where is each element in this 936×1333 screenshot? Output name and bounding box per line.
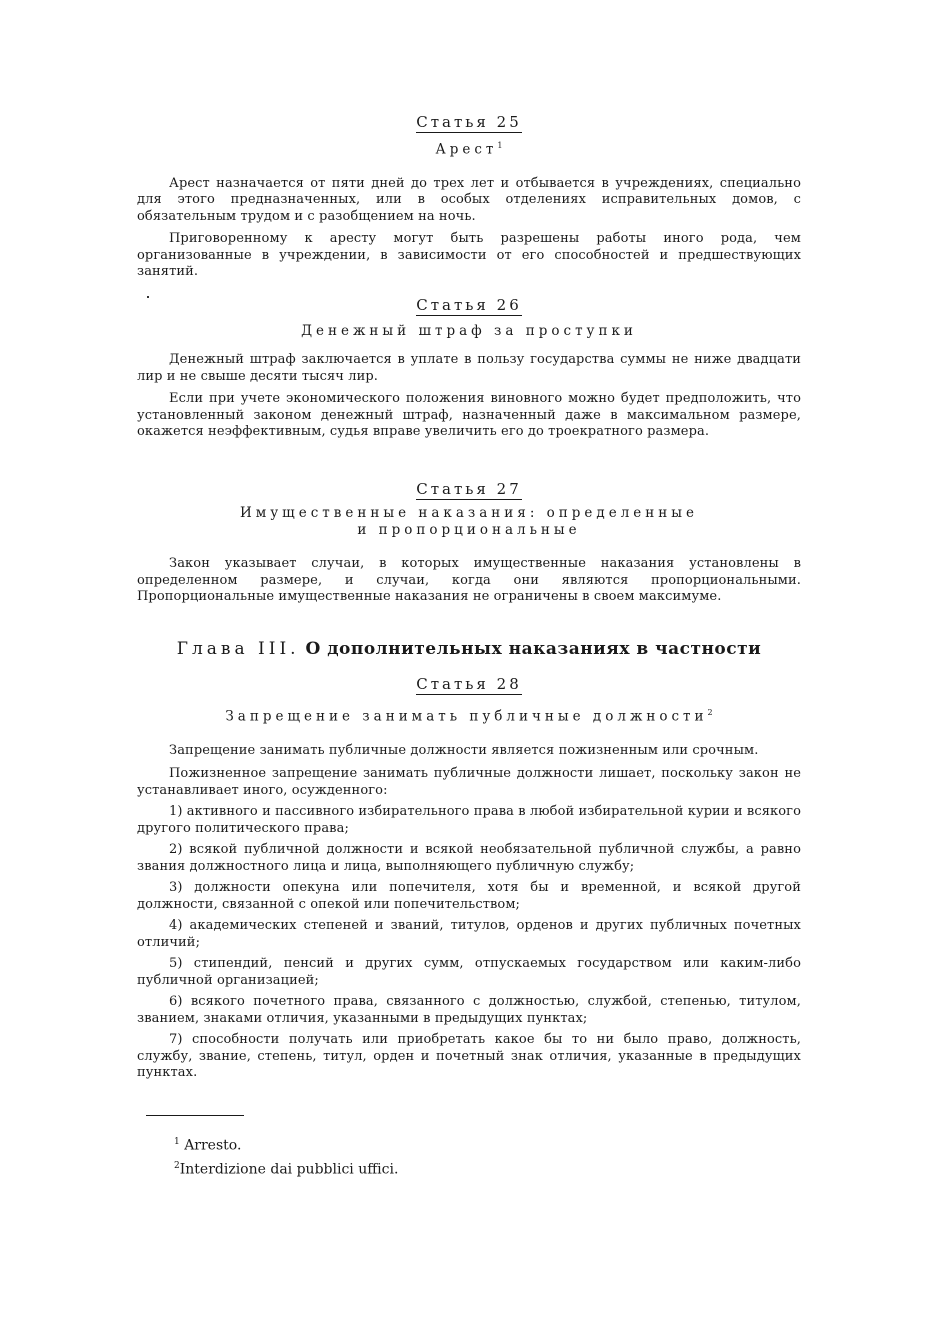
- list-item: 6) всякого почетного права, связанного с должностью, службой, степенью, титулом, званием, знаками отличия, указанными в предыдущих пунктах;: [137, 994, 801, 1026]
- footnote-2: $^2$Interdizione dai pubblici uffici.: [174, 1160, 399, 1178]
- chapter-title: О дополнительных наказаниях в частности: [305, 639, 762, 659]
- article-28: [137, 675, 801, 1082]
- article-26-paragraph: Денежный штраф заключается в уплате в пользу государства суммы не ниже двадцати лир и не свыше десяти тысяч лир.: [137, 352, 801, 384]
- footnote-1: $^1$ Arresto.: [174, 1137, 242, 1154]
- article-26-title: Статья 26: [416, 296, 522, 314]
- footnote-rule: [146, 1115, 244, 1116]
- article-28-subtitle: Запрещение занимать публичные должности$^2$: [225, 708, 713, 725]
- article-27-paragraph: Закон указывает случаи, в которых имущественные наказания установлены в определенном размере, и случаи, когда они являются пропорциональными. Пропорциональные имущественные наказания не ограничены в своем максимуме.: [137, 556, 801, 604]
- article-27-subtitle-line2: и пропорциональные: [357, 522, 581, 538]
- chapter-heading: [137, 639, 801, 659]
- list-item: 5) стипендий, пенсий и других сумм, отпускаемых государством или каким-либо публичной организацией;: [137, 956, 801, 988]
- footnotes: [174, 1133, 398, 1178]
- article-25-title: Статья 25: [416, 113, 522, 131]
- list-item: 1) активного и пассивного избирательного права в любой избирательной курии и всякого другого политического права;: [137, 804, 801, 836]
- article-26-subtitle: Денежный штраф за проступки: [301, 323, 637, 339]
- article-25-paragraph: Арест назначается от пяти дней до трех лет и отбывается в учреждениях, специально для этого предназначенных, или в особых отделениях исправительных домов, с обязательным трудом и с разобщением на ночь.: [137, 175, 801, 224]
- article-28-paragraph: Пожизненное запрещение занимать публичные должности лишает, поскольку закон не устанавливает иного, осужденного:: [137, 766, 801, 798]
- article-25-subtitle: Арест$^1$: [435, 141, 503, 158]
- article-25-paragraph: Приговоренному к аресту могут быть разрешены работы иного рода, чем организованные в учреждении, в зависимости от его способностей и предшествующих занятий.: [137, 231, 801, 279]
- article-25: [137, 113, 801, 281]
- list-item: 3) должности опекуна или попечителя, хотя бы и временной, и всякой другой должности, связанной с опекой или попечительством;: [137, 880, 801, 912]
- article-27: [137, 480, 801, 606]
- article-27-title: Статья 27: [416, 480, 522, 498]
- article-27-subtitle-line1: Имущественные наказания: определенные: [239, 505, 699, 521]
- chapter-number: Глава III.: [176, 639, 300, 659]
- list-item: 7) способности получать или приобретать какое бы то ни было право, должность, службу, звание, степень, титул, орден и почетный знак отличия, указанные в предыдущих пунктах.: [137, 1032, 801, 1080]
- footnote-ref-1: 1: [497, 141, 503, 150]
- article-28-paragraph: Запрещение занимать публичные должности является пожизненным или срочным.: [169, 742, 759, 758]
- article-26-paragraph: Если при учете экономического положения виновного можно будет предположить, что установленный законом денежный штраф, назначенный даже в максимальном размере, окажется неэффективным, судья вправе увеличить его до троекратного размера.: [137, 391, 801, 439]
- footnote-ref-2: 2: [707, 708, 713, 717]
- list-item: 4) академических степеней и званий, титулов, орденов и других публичных почетных отличий;: [137, 918, 801, 950]
- article-26: [137, 296, 801, 441]
- list-item: 2) всякой публичной должности и всякой необязательной публичной службы, а равно звания должностного лица и лица, выполняющего публичную службу;: [137, 842, 801, 874]
- article-28-title: Статья 28: [416, 675, 522, 693]
